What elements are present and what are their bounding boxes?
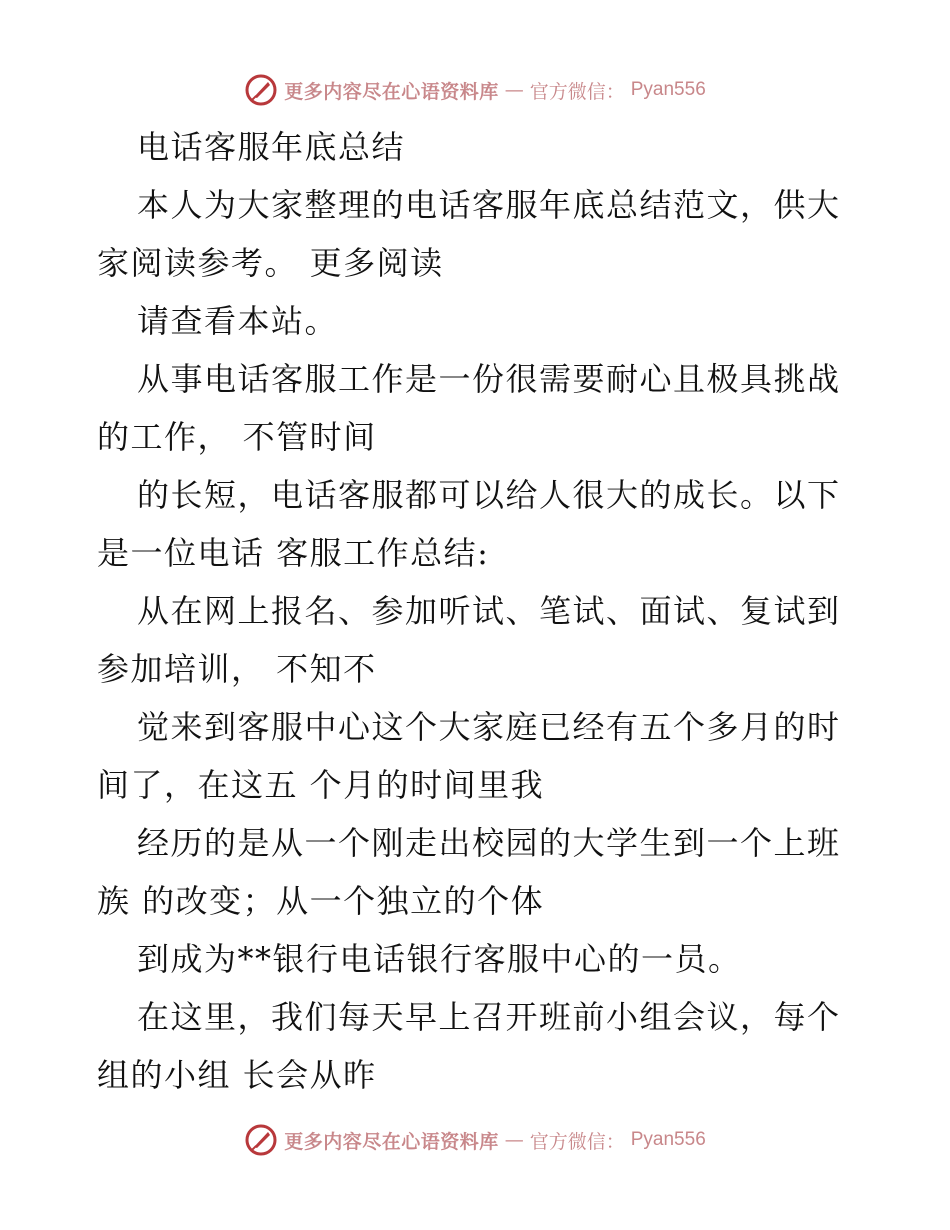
banner-wechat-label: 官方微信： <box>529 1130 625 1153</box>
text-line: 觉来到客服中心这个大家庭已经有五个多月的时 <box>137 708 841 746</box>
text-line: 的长短，电话客服都可以给人很大的成长。以下 <box>137 476 841 514</box>
text-line: 到成为**银行电话银行客服中心的一员。 <box>137 940 742 978</box>
banner-dash: — <box>504 1129 524 1151</box>
banner-wechat-id: Pyan556 <box>630 1129 706 1150</box>
text-line: 请查看本站。 <box>137 302 339 340</box>
text-line: 经历的是从一个刚走出校园的大学生到一个上班 <box>137 824 841 862</box>
document-title: 电话客服年底总结 <box>137 128 406 166</box>
quill-logo-icon <box>244 73 278 107</box>
text-line: 从事电话客服工作是一份很需要耐心且极具挑战 <box>137 360 841 398</box>
text-line: 的工作， 不管时间 <box>97 418 377 456</box>
banner-slogan: 更多内容尽在心语资料库 <box>284 1130 499 1153</box>
quill-logo-icon <box>244 1123 278 1157</box>
banner-wechat-label: 官方微信： <box>529 80 625 103</box>
footer-banner <box>0 1120 950 1160</box>
banner-slogan: 更多内容尽在心语资料库 <box>284 80 499 103</box>
banner-content <box>244 1123 706 1157</box>
text-line: 从在网上报名、参加听试、笔试、面试、复试到 <box>137 592 841 630</box>
text-line: 参加培训， 不知不 <box>97 650 377 688</box>
text-line: 本人为大家整理的电话客服年底总结范文，供大 <box>137 186 841 224</box>
banner-dash: — <box>504 79 524 101</box>
text-line: 组的小组 长会从昨 <box>97 1056 377 1094</box>
text-line: 在这里，我们每天早上召开班前小组会议，每个 <box>137 998 841 1036</box>
text-line: 间了，在这五 个月的时间里我 <box>97 766 545 804</box>
text-line: 是一位电话 客服工作总结: <box>97 534 490 572</box>
banner-content <box>244 73 706 107</box>
text-line: 族 的改变；从一个独立的个体 <box>97 882 545 920</box>
document-body <box>97 118 857 1104</box>
banner-wechat-id: Pyan556 <box>630 79 706 100</box>
header-banner <box>0 70 950 110</box>
text-line: 家阅读参考。 更多阅读 <box>97 244 444 282</box>
